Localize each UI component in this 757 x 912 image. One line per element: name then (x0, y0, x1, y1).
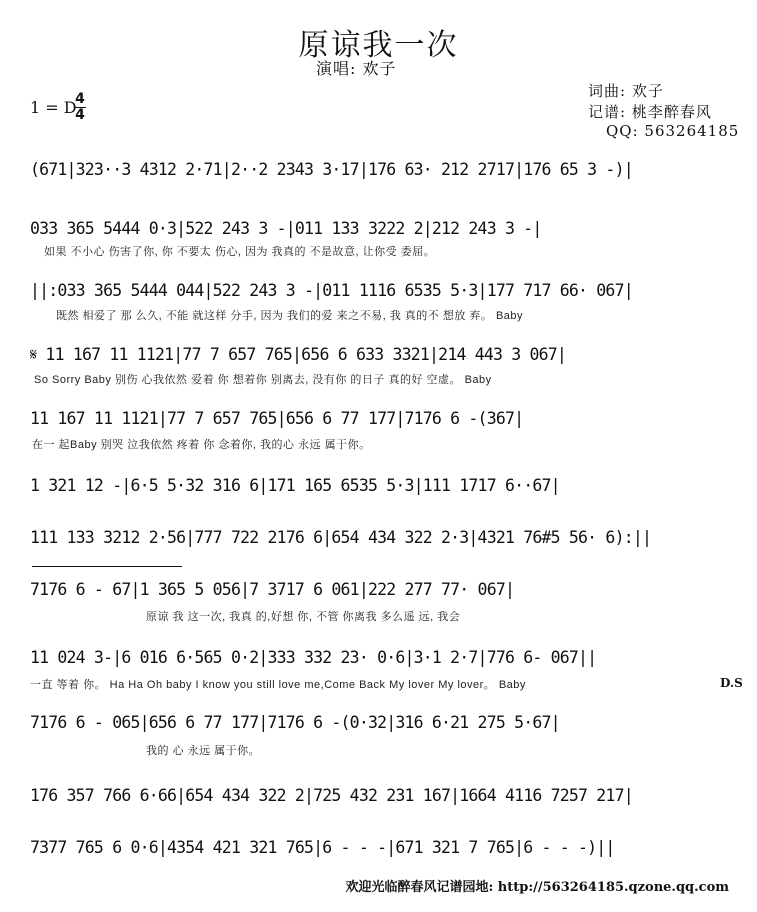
score-line-8: 7176 6 - 67|1 365 5 056|7 3717 6 061|222 277 77· 067| (30, 580, 515, 599)
key-signature: 1 = D (30, 98, 77, 117)
score-line-5: 11 167 11 1121|77 7 657 765|656 6 77 177|7176 6 -(367| (30, 409, 524, 428)
dal-segno-mark: D.S (720, 676, 743, 690)
lyric-line-3: 既然 相爱了 那 么久, 不能 就这样 分手, 因为 我们的爱 来之不易, 我 真的不 想放 弃。 Baby (56, 310, 524, 322)
score-line-10: 7176 6 - 065|656 6 77 177|7176 6 -(0·32|316 6·21 275 5·67| (30, 713, 560, 732)
lyric-line-9: 一直 等着 你。 Ha Ha Oh baby I know you still love me,Come Back My lover My lover。 Baby (30, 679, 526, 691)
time-signature (74, 92, 86, 123)
lyric-line-10: 我的 心 永远 属于你。 (146, 745, 261, 757)
score-line-4: 𝄋 11 167 11 1121|77 7 657 765|656 6 633 3321|214 443 3 067| (30, 345, 567, 364)
score-line-3: ||:033 365 5444 044|522 243 3 -|011 1116 6535 5·3|177 717 66· 067| (30, 281, 633, 300)
singer-line: 演唱: 欢子 (316, 59, 397, 78)
score-line-12: 7377 765 6 0·6|4354 421 321 765|6 - - -|671 321 7 765|6 - - -)|| (30, 838, 615, 857)
score-line-2: 033 365 5444 0·3|522 243 3 -|011 133 3222 2|212 243 3 -| (30, 219, 542, 238)
time-signature-bottom: 4 (75, 107, 85, 123)
lyric-line-2: 如果 不小心 伤害了你, 你 不要太 伤心, 因为 我真的 不是故意, 让你受 委屈。 (44, 246, 436, 258)
score-line-6: 1 321 12 -|6·5 5·32 316 6|171 165 6535 5·3|111 1717 6··67| (30, 476, 560, 495)
lyric-line-8: 原谅 我 这一次, 我真 的,好想 你, 不管 你离我 多么遥 远, 我会 (146, 611, 461, 623)
score-line-7: 111 133 3212 2·56|777 722 2176 6|654 434 322 2·3|4321 76#5 56· 6):|| (30, 528, 652, 547)
second-ending-bracket (32, 566, 182, 567)
score-line-1: (671|323··3 4312 2·71|2··2 2343 3·17|176 63· 212 2717|176 65 3 -)| (30, 160, 633, 179)
credit-transcriber: 记谱: 桃李醉春风 (588, 103, 712, 121)
time-signature-top: 4 (75, 91, 85, 107)
credit-lyricist-composer: 词曲: 欢子 (588, 82, 664, 100)
footer-website: 欢迎光临醉春风记谱园地: http://563264185.qzone.qq.com (345, 880, 729, 895)
lyric-line-4: So Sorry Baby 别伤 心我依然 爱着 你 想着你 别离去, 没有你 的日子 真的好 空虚。 Baby (34, 374, 492, 386)
score-line-9: 11 024 3-|6 016 6·565 0·2|333 332 23· 0·6|3·1 2·7|776 6- 067|| (30, 648, 597, 667)
credit-qq: QQ: 563264185 (606, 122, 740, 140)
score-line-11: 176 357 766 6·66|654 434 322 2|725 432 231 167|1664 4116 7257 217| (30, 786, 633, 805)
lyric-line-5: 在一 起Baby 别哭 泣我依然 疼着 你 念着你, 我的心 永远 属于你。 (32, 439, 371, 451)
song-title: 原谅我一次 (298, 28, 459, 63)
